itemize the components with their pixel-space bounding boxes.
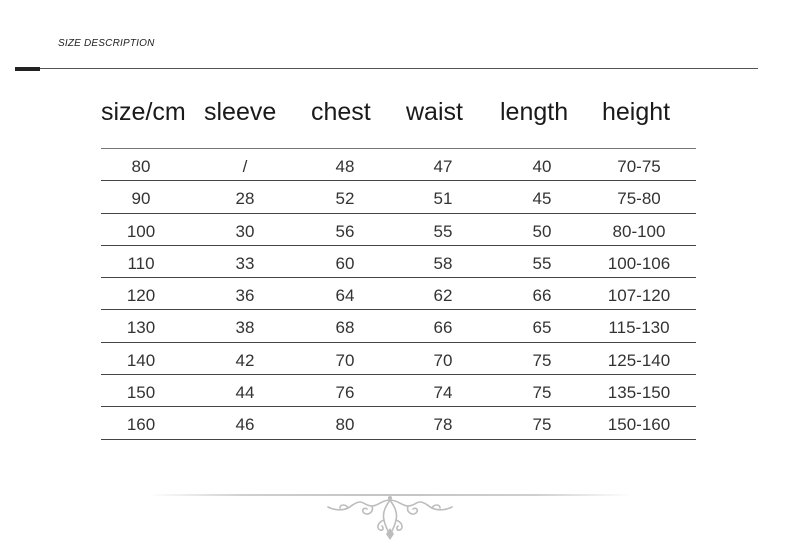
cell-sleeve: 30: [235, 221, 255, 241]
cell-length: 50: [532, 221, 552, 241]
cell-chest: 64: [335, 286, 355, 306]
cell-sleeve: 36: [235, 286, 255, 306]
cell-chest: 68: [335, 318, 355, 338]
cell-size: 100: [126, 221, 156, 241]
cell-sleeve: 33: [235, 253, 255, 273]
column-header-height: height: [602, 98, 671, 126]
scroll-ornament-icon: [322, 492, 458, 542]
table-row: [101, 214, 696, 246]
table-row: [101, 278, 696, 310]
cell-length: 65: [532, 318, 552, 338]
cell-height: 125-140: [607, 350, 671, 370]
title-accent-bar: [15, 67, 40, 71]
cell-size: 110: [127, 253, 155, 273]
cell-height: 135-150: [607, 383, 671, 403]
cell-sleeve: 46: [235, 415, 255, 435]
cell-length: 75: [532, 415, 552, 435]
cell-length: 55: [532, 253, 552, 273]
cell-waist: 70: [433, 350, 453, 370]
cell-waist: 51: [433, 189, 453, 209]
table-row: [101, 246, 696, 278]
table-row: [101, 343, 696, 375]
cell-length: 66: [532, 286, 552, 306]
cell-height: 115-130: [608, 318, 670, 338]
cell-size: 140: [126, 350, 156, 370]
cell-length: 45: [532, 189, 552, 209]
column-header-length: length: [500, 98, 569, 126]
cell-waist: 47: [433, 157, 453, 176]
table-row: [101, 375, 696, 407]
cell-waist: 58: [433, 253, 453, 273]
cell-chest: 76: [335, 383, 355, 403]
table-row: [101, 407, 696, 439]
cell-height: 70-75: [617, 157, 661, 176]
cell-chest: 48: [335, 157, 355, 176]
cell-sleeve: 28: [235, 189, 255, 209]
column-header-size: size/cm: [101, 98, 186, 126]
column-header-waist: waist: [406, 98, 463, 126]
cell-length: 75: [532, 383, 552, 403]
cell-chest: 56: [335, 221, 355, 241]
cell-chest: 52: [335, 189, 355, 209]
cell-size: 160: [126, 415, 156, 435]
column-header-chest: chest: [311, 98, 371, 126]
section-title: SIZE DESCRIPTION: [58, 38, 155, 49]
cell-sleeve: 38: [235, 318, 255, 338]
cell-sleeve: /: [242, 157, 248, 176]
cell-size: 120: [126, 286, 156, 306]
table-row: [101, 310, 696, 342]
size-table-header: [101, 98, 696, 132]
cell-height: 107-120: [607, 286, 671, 306]
cell-length: 40: [532, 157, 552, 176]
cell-height: 100-106: [607, 253, 671, 273]
cell-chest: 80: [335, 415, 355, 435]
cell-waist: 62: [433, 286, 453, 306]
table-row: [101, 149, 696, 181]
cell-chest: 70: [335, 350, 355, 370]
cell-size: 90: [131, 189, 151, 209]
cell-sleeve: 44: [235, 383, 255, 403]
cell-height: 75-80: [617, 189, 661, 209]
cell-length: 75: [532, 350, 552, 370]
title-divider-line: [40, 68, 758, 69]
cell-chest: 60: [335, 253, 355, 273]
cell-waist: 55: [433, 221, 453, 241]
cell-size: 130: [126, 318, 156, 338]
cell-size: 80: [131, 157, 151, 176]
cell-height: 150-160: [607, 415, 671, 435]
cell-height: 80-100: [612, 221, 666, 241]
cell-size: 150: [126, 383, 156, 403]
cell-waist: 66: [433, 318, 453, 338]
table-row: [101, 181, 696, 213]
cell-sleeve: 42: [235, 350, 255, 370]
column-header-sleeve: sleeve: [204, 98, 277, 126]
cell-waist: 78: [433, 415, 453, 435]
cell-waist: 74: [433, 383, 453, 403]
size-table: [101, 148, 696, 440]
